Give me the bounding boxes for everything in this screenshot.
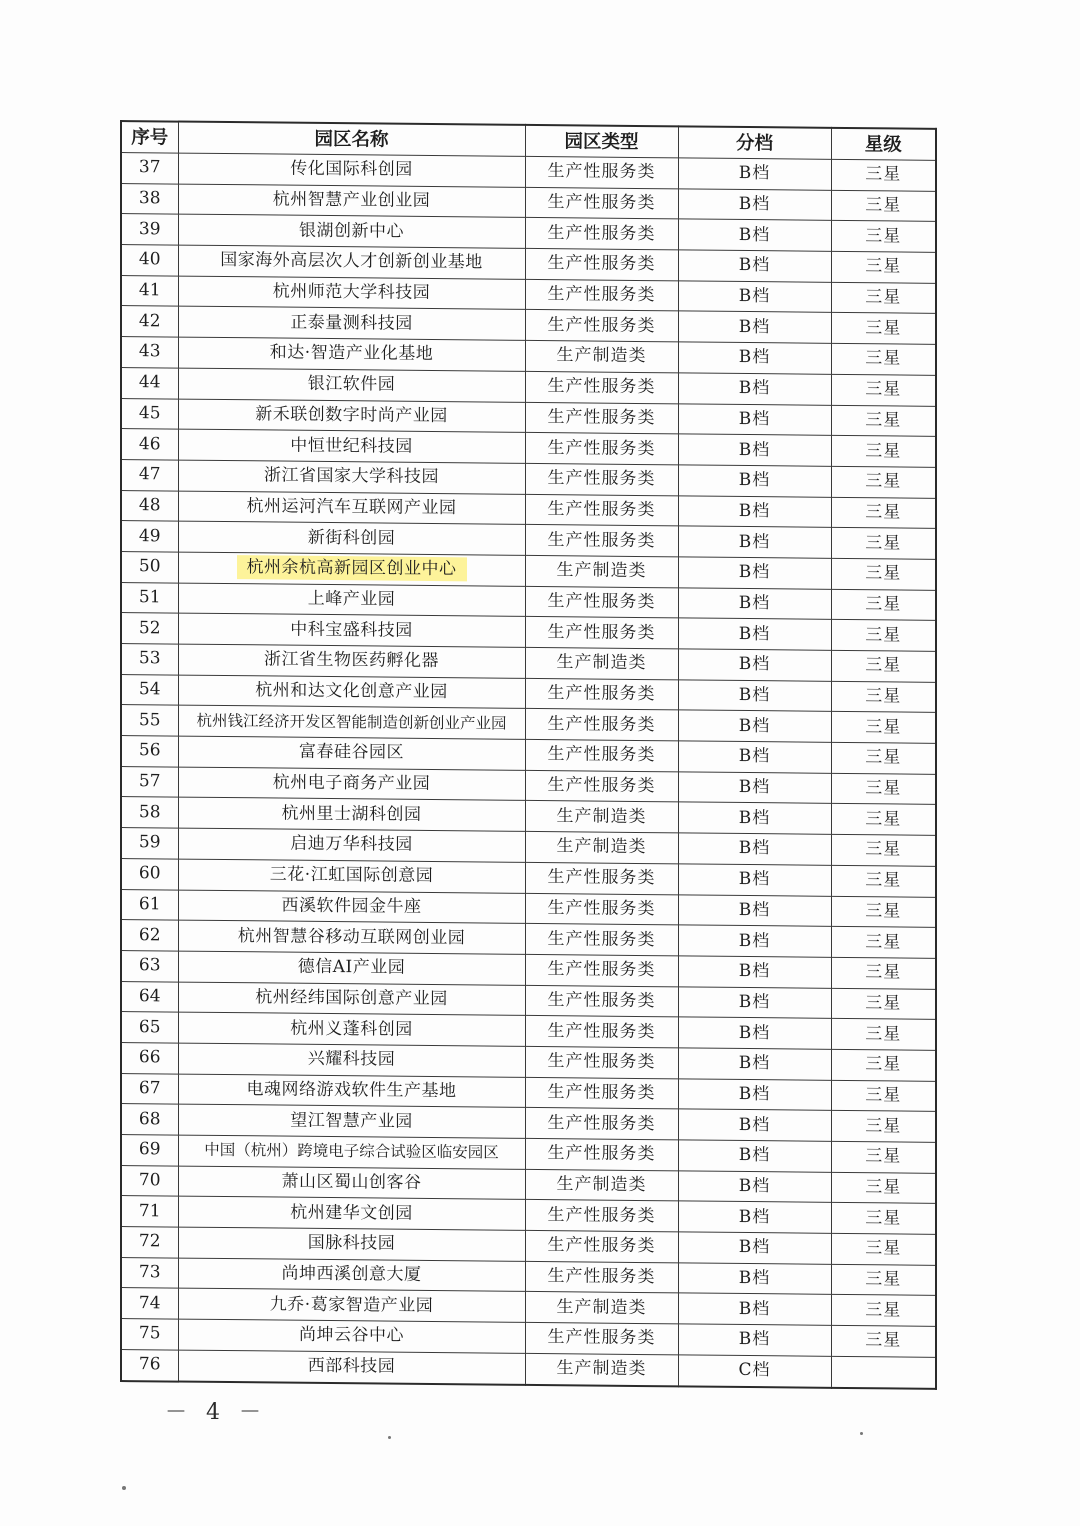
cell-tier: B档 [678,649,831,681]
cell-serial-number: 43 [121,337,178,368]
cell-park-name: 兴耀科技园 [178,1043,525,1077]
cell-star-rating: 三星 [831,742,936,774]
cell-park-type: 生产性服务类 [525,279,678,311]
cell-park-name: 杭州经纬国际创意产业园 [178,982,525,1016]
cell-tier: B档 [678,281,831,313]
cell-serial-number: 39 [121,214,178,245]
cell-tier: B档 [678,342,831,374]
cell-serial-number: 41 [121,275,178,306]
cell-star-rating: 三星 [831,282,936,314]
cell-star-rating: 三星 [831,957,936,989]
cell-serial-number: 49 [121,521,178,552]
cell-park-name: 银湖创新中心 [178,214,525,248]
cell-tier: B档 [678,1324,831,1356]
cell-park-type: 生产制造类 [525,1292,678,1324]
cell-star-rating: 三星 [831,1325,936,1357]
cell-park-name: 杭州师范大学科技园 [178,276,525,310]
cell-park-name: 尚坤云谷中心 [178,1319,525,1353]
cell-serial-number: 37 [121,153,178,184]
cell-serial-number: 62 [121,920,178,951]
cell-star-rating: 三星 [831,221,936,253]
cell-star-rating: 三星 [831,681,936,713]
cell-park-name: 新禾联创数字时尚产业园 [178,399,525,433]
cell-tier: B档 [678,495,831,527]
cell-star-rating: 三星 [831,343,936,375]
cell-tier: B档 [678,741,831,773]
cell-serial-number: 68 [121,1104,178,1135]
cell-park-type: 生产性服务类 [525,402,678,434]
cell-star-rating: 三星 [831,1264,936,1296]
cell-tier: B档 [678,802,831,834]
cell-serial-number: 52 [121,613,178,644]
cell-park-type: 生产制造类 [525,341,678,373]
cell-star-rating: 三星 [831,1295,936,1327]
cell-star-rating: 三星 [831,834,936,866]
cell-tier: B档 [678,772,831,804]
cell-serial-number: 73 [121,1257,178,1288]
cell-park-name: 杭州建华文创园 [178,1196,525,1230]
cell-park-name: 浙江省生物医药孵化器 [178,644,525,678]
highlighted-park-name: 杭州余杭高新园区创业中心 [237,555,467,581]
cell-star-rating: 三星 [831,466,936,498]
cell-serial-number: 74 [121,1288,178,1319]
cell-tier: B档 [678,864,831,896]
cell-tier: C档 [678,1355,831,1388]
cell-star-rating: 三星 [831,1172,936,1204]
cell-tier: B档 [678,219,831,251]
cell-park-name: 正泰量测科技园 [178,306,525,340]
cell-star-rating: 三星 [831,159,936,191]
cell-serial-number: 63 [121,950,178,981]
cell-park-name: 杭州智慧谷移动互联网创业园 [178,920,525,954]
cell-park-type: 生产性服务类 [525,709,678,741]
cell-tier: B档 [678,189,831,221]
cell-serial-number: 38 [121,183,178,214]
cell-star-rating: 三星 [831,1019,936,1051]
cell-serial-number: 48 [121,490,178,521]
cell-star-rating: 三星 [831,804,936,836]
cell-park-type: 生产性服务类 [525,218,678,250]
cell-tier: B档 [678,557,831,589]
cell-tier: B档 [678,710,831,742]
cell-star-rating: 三星 [831,190,936,222]
cell-tier: B档 [678,986,831,1018]
cell-serial-number: 67 [121,1073,178,1104]
cell-star-rating: 三星 [831,436,936,468]
cell-park-name: 中国（杭州）跨境电子综合试验区临安园区 [178,1135,525,1169]
cell-star-rating: 三星 [831,558,936,590]
cell-park-name: 传化国际科创园 [178,153,525,187]
cell-park-type: 生产性服务类 [525,586,678,618]
cell-park-type: 生产性服务类 [525,617,678,649]
cell-tier: B档 [678,833,831,865]
cell-tier: B档 [678,618,831,650]
cell-serial-number: 44 [121,367,178,398]
table-row [121,1349,936,1388]
cell-park-name: 银江软件园 [178,368,525,402]
cell-park-name: 杭州钱江经济开发区智能制造创新创业产业园 [178,705,525,739]
park-rating-table [120,120,937,1389]
cell-serial-number: 53 [121,644,178,675]
cell-park-name: 杭州智慧产业创业园 [178,184,525,218]
cell-park-name: 杭州运河汽车互联网产业园 [178,491,525,525]
cell-park-type: 生产性服务类 [525,1016,678,1048]
cell-park-type: 生产性服务类 [525,954,678,986]
table-container [120,120,935,1389]
cell-park-type: 生产性服务类 [525,1230,678,1262]
cell-park-name: 中科宝盛科技园 [178,613,525,647]
cell-star-rating: 三星 [831,497,936,529]
cell-park-type: 生产制造类 [525,647,678,679]
cell-park-name: 杭州电子商务产业园 [178,767,525,801]
cell-park-type: 生产性服务类 [525,893,678,925]
cell-tier: B档 [678,311,831,343]
cell-park-name: 杭州和达文化创意产业园 [178,675,525,709]
cell-serial-number: 46 [121,429,178,460]
cell-park-type: 生产性服务类 [525,1046,678,1078]
cell-park-type: 生产性服务类 [525,463,678,495]
cell-star-rating: 三星 [831,927,936,959]
header-park-type: 园区类型 [525,125,678,158]
cell-tier: B档 [678,250,831,282]
cell-serial-number: 58 [121,797,178,828]
cell-star-rating [831,1356,936,1388]
cell-tier: B档 [678,403,831,435]
cell-star-rating: 三星 [831,313,936,345]
cell-tier: B档 [678,956,831,988]
cell-star-rating: 三星 [831,773,936,805]
cell-star-rating: 三星 [831,374,936,406]
cell-tier: B档 [678,925,831,957]
cell-tier: B档 [678,434,831,466]
cell-park-name: 西溪软件园金牛座 [178,890,525,924]
cell-star-rating: 三星 [831,712,936,744]
cell-park-name: 国家海外高层次人才创新创业基地 [178,245,525,279]
scan-speck [860,1432,863,1435]
cell-park-name: 新街科创园 [178,521,525,555]
page-number: － 4 － [165,1400,267,1425]
cell-star-rating: 三星 [831,896,936,928]
cell-serial-number: 61 [121,889,178,920]
cell-tier: B档 [678,1017,831,1049]
cell-park-type: 生产性服务类 [525,371,678,403]
cell-tier: B档 [678,373,831,405]
header-tier: 分档 [678,126,831,159]
header-star-rating: 星级 [831,128,936,161]
cell-tier: B档 [678,1171,831,1203]
cell-park-type: 生产性服务类 [525,1138,678,1170]
cell-star-rating: 三星 [831,1111,936,1143]
cell-park-type: 生产性服务类 [525,1108,678,1140]
header-serial-number: 序号 [121,121,178,153]
cell-star-rating: 三星 [831,1203,936,1235]
cell-serial-number: 76 [121,1349,178,1381]
cell-serial-number: 56 [121,736,178,767]
cell-park-type: 生产制造类 [525,832,678,864]
cell-star-rating: 三星 [831,1080,936,1112]
cell-tier: B档 [678,894,831,926]
cell-tier: B档 [678,1078,831,1110]
cell-serial-number: 75 [121,1319,178,1350]
cell-park-type: 生产性服务类 [525,1323,678,1355]
cell-park-type: 生产制造类 [525,801,678,833]
cell-park-name: 九乔·葛家智造产业园 [178,1288,525,1322]
cell-star-rating: 三星 [831,865,936,897]
cell-star-rating: 三星 [831,988,936,1020]
cell-park-name: 国脉科技园 [178,1227,525,1261]
cell-park-type: 生产性服务类 [525,678,678,710]
cell-serial-number: 65 [121,1012,178,1043]
cell-park-name: 杭州义蓬科创园 [178,1012,525,1046]
cell-tier: B档 [678,1201,831,1233]
cell-tier: B档 [678,1232,831,1264]
cell-tier: B档 [678,1293,831,1325]
cell-park-type: 生产性服务类 [525,187,678,219]
cell-serial-number: 60 [121,858,178,889]
cell-serial-number: 57 [121,766,178,797]
cell-serial-number: 42 [121,306,178,337]
cell-park-type: 生产制造类 [525,1353,678,1386]
cell-serial-number: 71 [121,1196,178,1227]
cell-park-name: 三花·江虹国际创意园 [178,859,525,893]
cell-park-type: 生产性服务类 [525,1261,678,1293]
cell-serial-number: 40 [121,245,178,276]
cell-park-name: 上峰产业园 [178,583,525,617]
cell-tier: B档 [678,526,831,558]
cell-park-type: 生产制造类 [525,555,678,587]
cell-tier: B档 [678,1140,831,1172]
cell-star-rating: 三星 [831,405,936,437]
cell-park-name: 启迪万华科技园 [178,828,525,862]
cell-tier: B档 [678,1048,831,1080]
table-body [121,153,936,1389]
cell-star-rating: 三星 [831,1141,936,1173]
cell-serial-number: 47 [121,459,178,490]
cell-tier: B档 [678,587,831,619]
cell-park-type: 生产性服务类 [525,770,678,802]
cell-serial-number: 54 [121,674,178,705]
cell-serial-number: 50 [121,551,178,582]
cell-serial-number: 69 [121,1135,178,1166]
cell-serial-number: 51 [121,582,178,613]
cell-park-type: 生产性服务类 [525,156,678,188]
cell-star-rating: 三星 [831,528,936,560]
cell-park-type: 生产性服务类 [525,248,678,280]
cell-star-rating: 三星 [831,251,936,283]
cell-park-name: 尚坤西溪创意大厦 [178,1258,525,1292]
cell-serial-number: 70 [121,1165,178,1196]
cell-star-rating: 三星 [831,650,936,682]
cell-serial-number: 64 [121,981,178,1012]
cell-tier: B档 [678,158,831,190]
cell-park-type: 生产性服务类 [525,1077,678,1109]
cell-park-name: 中恒世纪科技园 [178,429,525,463]
cell-serial-number: 66 [121,1042,178,1073]
cell-park-type: 生产性服务类 [525,862,678,894]
cell-park-type: 生产性服务类 [525,739,678,771]
cell-park-type: 生产制造类 [525,1169,678,1201]
cell-park-name: 萧山区蜀山创客谷 [178,1166,525,1200]
cell-star-rating: 三星 [831,620,936,652]
cell-serial-number: 59 [121,828,178,859]
cell-serial-number: 45 [121,398,178,429]
cell-star-rating: 三星 [831,1049,936,1081]
cell-park-type: 生产性服务类 [525,525,678,557]
cell-park-type: 生产性服务类 [525,924,678,956]
cell-park-name: 西部科技园 [178,1350,525,1385]
scan-speck [388,1436,391,1439]
cell-tier: B档 [678,1109,831,1141]
cell-park-name: 望江智慧产业园 [178,1104,525,1138]
cell-park-type: 生产性服务类 [525,985,678,1017]
cell-park-type: 生产性服务类 [525,1200,678,1232]
cell-serial-number: 72 [121,1227,178,1258]
cell-star-rating: 三星 [831,1233,936,1265]
cell-park-name: 富春硅谷园区 [178,736,525,770]
cell-park-name [178,552,525,586]
cell-park-type: 生产性服务类 [525,433,678,465]
cell-park-name: 德信AI产业园 [178,951,525,985]
cell-star-rating: 三星 [831,589,936,621]
cell-park-type: 生产性服务类 [525,494,678,526]
header-park-name: 园区名称 [178,122,525,157]
scan-speck [122,1486,126,1490]
cell-park-name: 电魂网络游戏软件生产基地 [178,1074,525,1108]
cell-tier: B档 [678,465,831,497]
cell-tier: B档 [678,680,831,712]
cell-tier: B档 [678,1263,831,1295]
cell-park-type: 生产性服务类 [525,310,678,342]
cell-park-name: 杭州里士湖科创园 [178,797,525,831]
cell-park-name: 和达·智造产业化基地 [178,337,525,371]
cell-serial-number: 55 [121,705,178,736]
cell-park-name: 浙江省国家大学科技园 [178,460,525,494]
